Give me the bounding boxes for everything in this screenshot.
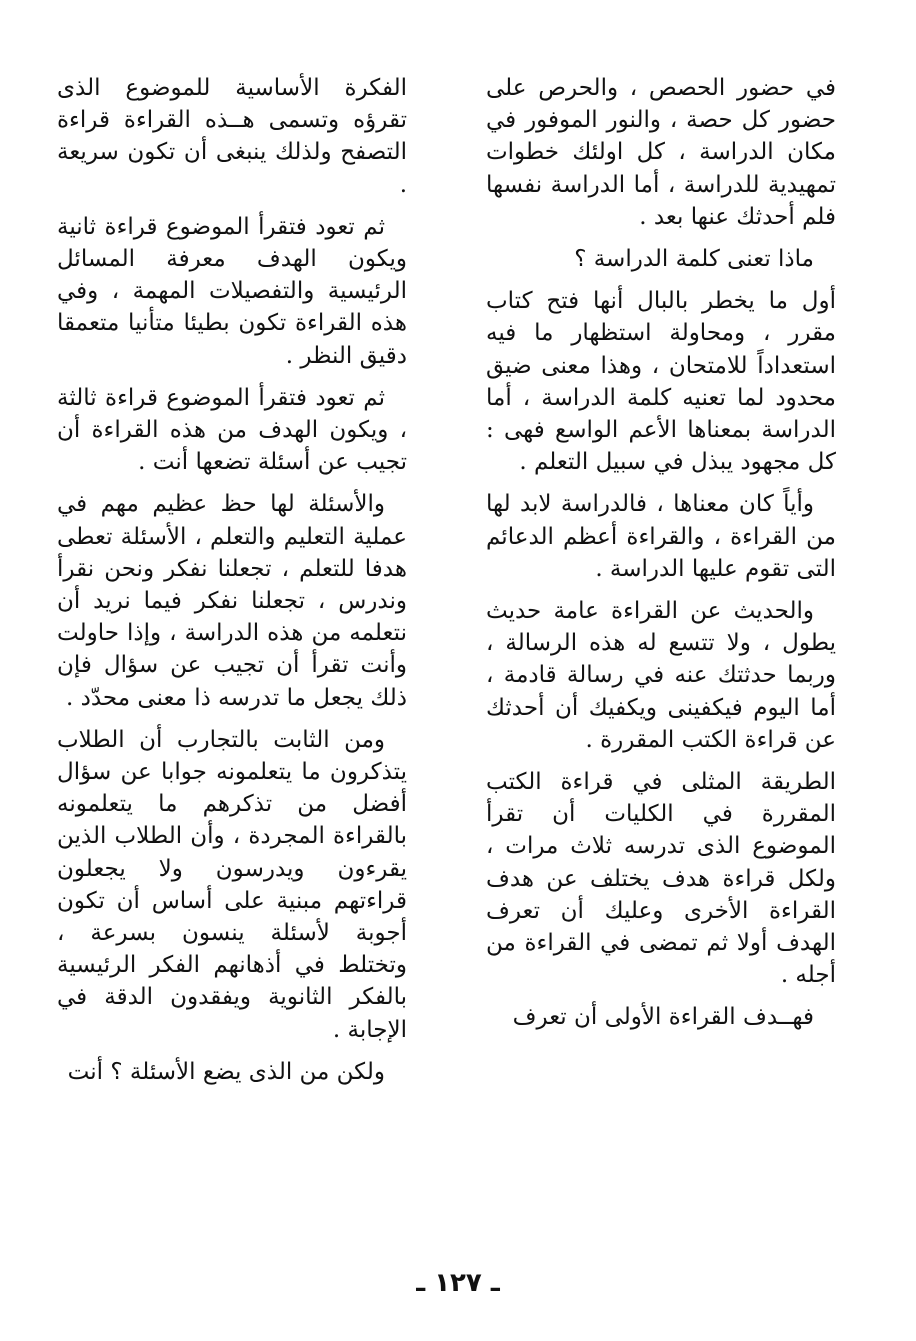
paragraph: ثم تعود فتقرأ الموضوع قراءة ثالثة ، ويكون الهدف من هذه القراءة أن تجيب عن أسئلة تضعها أنت . bbox=[57, 384, 407, 476]
paragraph: في حضور الحصص ، والحرص على حضور كل حصة ، والنور الموفور في مكان الدراسة ، كل اولئك خطوات تمهيدية للدراسة ، أما الدراسة نفسها فلم أحدثك عنها بعد . bbox=[486, 75, 836, 230]
paragraph: ثم تعود فتقرأ الموضوع قراءة ثانية ويكون الهدف معرفة المسائل الرئيسية والتفصيلات المهمة ، وفي هذه القراءة تكون بطيئا متأنيا متعمقا دقيق النظر . bbox=[57, 213, 407, 369]
right-column bbox=[486, 72, 836, 1044]
paragraph: ومن الثابت بالتجارب أن الطلاب يتذكرون ما يتعلمونه جوابا عن سؤال أفضل من تذكرهم ما يتعلمونه بالقراءة المجردة ، وأن الطلاب الذين يقرءون ويدرسون ولا يجعلون قراءتهم مبنية على أساس أن تكون أجوبة لأسئلة ينسون بسرعة ، وتختلط في أذهانهم الفكر الرئيسية بالفكر الثانوية ويفقدون الدقة في الإجابة . bbox=[57, 726, 407, 1043]
left-column bbox=[57, 72, 407, 1098]
paragraph: وأياً كان معناها ، فالدراسة لابد لها من القراءة ، والقراءة أعظم الدعائم التى تقوم عليها الدراسة . bbox=[486, 491, 836, 582]
paragraph: ماذا تعنى كلمة الدراسة ؟ bbox=[574, 246, 814, 273]
paragraph: أول ما يخطر بالبال أنها فتح كتاب مقرر ، ومحاولة استظهار ما فيه استعداداً للامتحان ، وهذا معنى ضيق محدود لما تعنيه كلمة الدراسة ، أما الدراسة بمعناها الأعم الواسع فهى : كل مجهود يبذل في سبيل التعلم . bbox=[486, 288, 836, 476]
paragraph: الطريقة المثلى في قراءة الكتب المقررة في الكليات أن تقرأ الموضوع الذى تدرسه ثلاث مرات ، ولكل قراءة هدف يختلف عن هدف القراءة الأخرى وعليك أن تعرف الهدف أولا ثم تمضى في القراءة من أجله . bbox=[486, 769, 836, 989]
paragraph: ولكن من الذى يضع الأسئلة ؟ أنت bbox=[67, 1058, 385, 1085]
page-number: ـ ١٢٧ ـ bbox=[416, 1268, 500, 1298]
paragraph: الفكرة الأساسية للموضوع الذى تقرؤه وتسمى هــذه القراءة قراءة التصفح ولذلك ينبغى أن تكون سريعة . bbox=[57, 75, 407, 198]
paragraph: والحديث عن القراءة عامة حديث يطول ، ولا تتسع له هذه الرسالة ، وربما حدثتك عنه في رسالة قادمة ، أما اليوم فيكفينى ويكفيك أن أحدثك عن قراءة الكتب المقررة . bbox=[486, 598, 836, 753]
paragraph: فهــدف القراءة الأولى أن تعرف bbox=[512, 1004, 814, 1031]
paragraph: والأسئلة لها حظ عظيم مهم في عملية التعليم والتعلم ، الأسئلة تعطى هدفا للتعلم ، تجعلنا نفكر ونحن نقرأ وندرس ، تجعلنا نفكر فيما نريد أن نتعلمه من هذه الدراسة ، وإذا حاولت وأنت تقرأ أن تجيب عن سؤال فإن ذلك يجعل ما تدرسه ذا معنى محدّد . bbox=[57, 491, 407, 711]
